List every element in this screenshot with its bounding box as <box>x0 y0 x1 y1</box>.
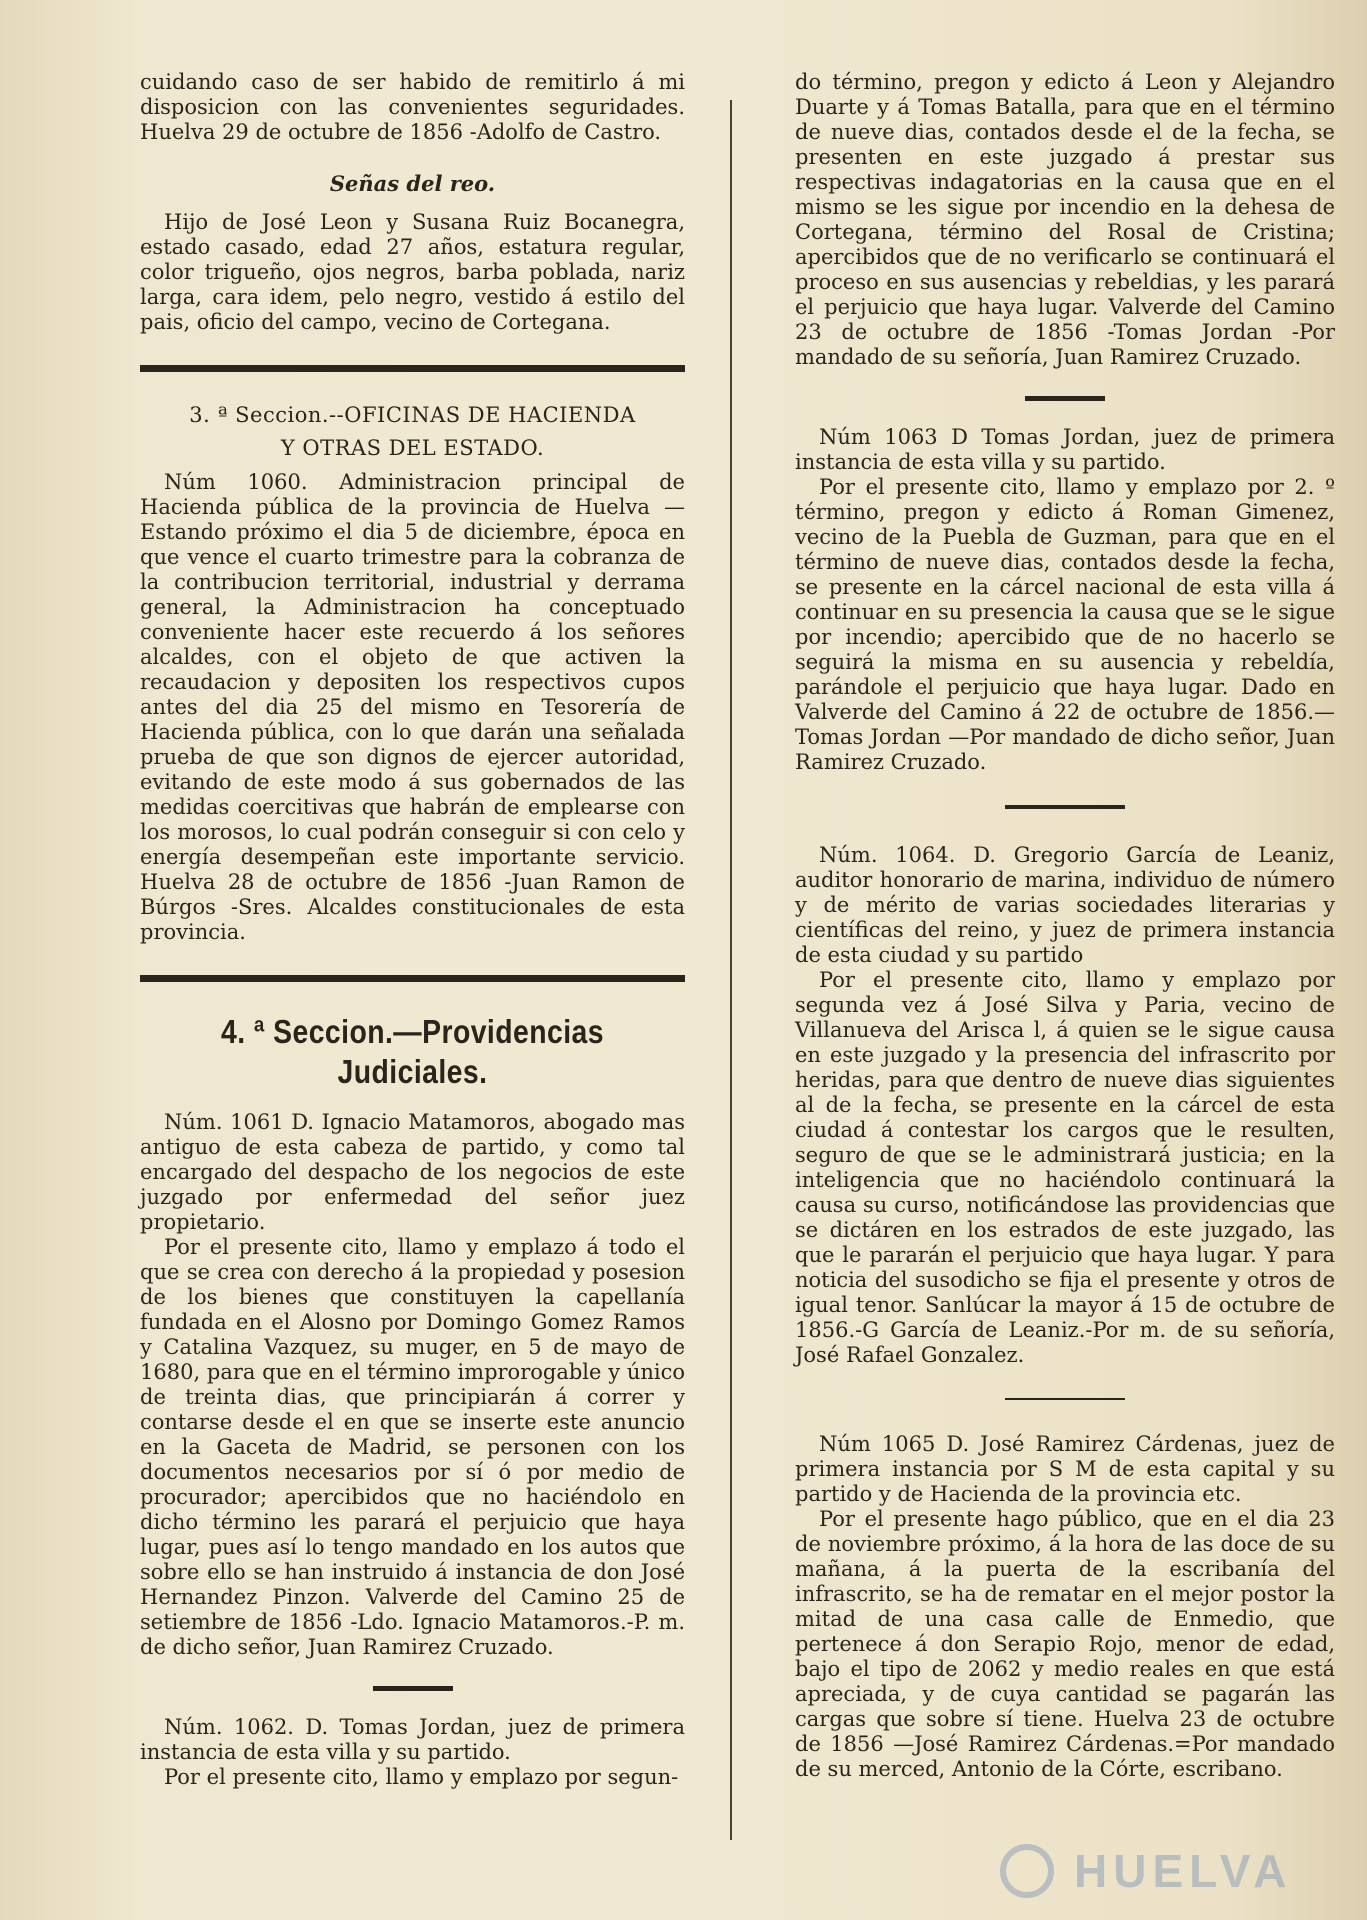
notice-1063-header: Núm 1063 D Tomas Jordan, juez de primera instancia de esta villa y su partido. <box>795 425 1335 474</box>
notice-1061-header: Núm. 1061 D. Ignacio Matamoros, abogado mas antiguo de esta cabeza de partido, y como tal encargado del despacho de los negocios de este juzgado por enfermedad del señor juez propietario. <box>140 1110 685 1234</box>
notice-1065-header: Núm 1065 D. José Ramirez Cárdenas, juez de primera instancia por S M de esta capital y su partido y de Hacienda de la provincia etc. <box>795 1432 1335 1506</box>
notice-1060: Núm 1060. Administracion principal de Hacienda pública de la provincia de Huelva —Estando próximo el dia 5 de diciembre, época en que vence el cuarto trimestre para la cobranza de la contribucion territorial, industrial y derrama general, la Administracion ha conceptuado conveniente hacer este recuerdo á los señores alcaldes, con el objeto de que activen la recaudacion y depositen los respectivos cupos antes del dia 25 del mismo en Tesorería de Hacienda pública, con lo que darán una señalada prueba de que son dignos de ejercer autoridad, evitando de este modo á sus gobernados de las medidas coercitivas que habrán de emplearse con los morosos, lo cual podrán conseguir si con celo y energía desempeñan este importante servicio. Huelva 28 de octubre de 1856 -Juan Ramon de Búrgos -Sres. Alcaldes constitucionales de esta provincia. <box>140 470 685 944</box>
notice-1062-header: Núm. 1062. D. Tomas Jordan, juez de primera instancia de esta villa y su partido. <box>140 1715 685 1764</box>
notice-1064-body: Por el presente cito, llamo y emplazo por segunda vez á José Silva y Paria, vecino de Villanueva del Arisca l, á quien se le sigue causa en este juzgado y la presencia del infrascrito por heridas, para que dentro de nueve dias siguientes al de la fecha, se presente en la cárcel de esta ciudad á contestar los cargos que le resulten, seguro de que se le administrará justicia; en la inteligencia que no haciéndolo continuará la causa su curso, notificándose las providencias que se dictáren en los estrados de este juzgado, las que le pararán el perjuicio que haya lugar. Y para noticia del susodicho se fija el presente y otros de igual tenor. Sanlúcar la mayor á 15 de octubre de 1856.-G García de Leaniz.-Por m. de su señoría, José Rafael Gonzalez. <box>795 968 1335 1367</box>
watermark-text: HUELVA <box>1074 1845 1293 1897</box>
section-4-title: 4. ª Seccion.—Providencias Judiciales. <box>221 1013 604 1090</box>
notice-divider <box>1005 1398 1125 1400</box>
paragraph-continuation: cuidando caso de ser habido de remitirlo á mi disposicion con las convenientes seguridades. Huelva 29 de octubre de 1856 -Adolfo de Castro. <box>140 70 685 144</box>
notice-1065-body: Por el presente hago público, que en el dia 23 de noviembre próximo, á la hora de las doce de su mañana, á la puerta de la escribanía del infrascrito, se ha de rematar en el mejor postor la mitad de una casa calle de Enmedio, que pertenece á don Serapio Rojo, menor de edad, bajo el tipo de 2062 y medio reales en que está apreciada, y de cuya cantidad se pagarán las cargas que sobre sí tiene. Huelva 23 de octubre de 1856 —José Ramirez Cárdenas.=Por mandado de su merced, Antonio de la Córte, escribano. <box>795 1507 1335 1781</box>
notice-1062-body: Por el presente cito, llamo y emplazo por segun- <box>164 1765 679 1789</box>
notice-1062-continuation: do término, pregon y edicto á Leon y Alejandro Duarte y á Tomas Batalla, para que en el término de nueve dias, contados desde el de la fecha, se presenten en este juzgado á prestar sus respectivas indagatorias en la causa que en el mismo se les sigue por incendio en la dehesa de Cortegana, término del Rosal de Cristina; apercibidos que de no verificarlo se continuará el proceso en sus ausencias y rebeldias, y les parará el perjuicio que haya lugar. Valverde del Camino 23 de octubre de 1856 -Tomas Jordan -Por mandado de su señoría, Juan Ramirez Cruzado. <box>795 70 1335 369</box>
notice-1064-header: Núm. 1064. D. Gregorio García de Leaniz, auditor honorario de marina, individuo de número y de mérito de varias sociedades literarias y científicas del reino, y juez de primera instancia de esta ciudad y su partido <box>795 843 1335 967</box>
watermark-logo-icon <box>1000 1844 1054 1898</box>
huelva-watermark <box>1000 1842 1320 1902</box>
notice-divider <box>1025 396 1105 401</box>
notice-divider <box>373 1686 453 1691</box>
notice-divider <box>1005 805 1125 809</box>
left-column <box>140 70 685 1790</box>
notice-1061-body: Por el presente cito, llamo y emplazo á todo el que se crea con derecho á la propiedad y posesion de los bienes que constituyen la capellanía fundada en el Alosno por Domingo Gomez Ramos y Catalina Vazquez, su muger, en 5 de mayo de 1680, para que en el término improrogable y único de treinta dias, que principiarán á correr y contarse desde el en que se inserte este anuncio en la Gaceta de Madrid, se personen con los documentos necesarios por sí ó por medio de procurador; apercibidos que no haciéndolo en dicho término les parará el perjuicio que haya lugar, pues así lo tengo mandado en los autos que sobre ello se han instruido á instancia de don José Hernandez Pinzon. Valverde del Camino 25 de setiembre de 1856 -Ldo. Ignacio Matamoros.-P. m. de dicho señor, Juan Ramirez Cruzado. <box>140 1235 685 1659</box>
column-rule <box>730 100 732 1840</box>
section-divider <box>140 975 685 982</box>
right-column <box>795 70 1335 1782</box>
section-3-title-line-2: Y OTRAS DEL ESTADO. <box>280 436 545 460</box>
notice-1063-body: Por el presente cito, llamo y emplazo por 2. º término, pregon y edicto á Roman Gimenez, vecino de la Puebla de Guzman, para que en el término de nueve dias, contados desde la fecha, se presente en la cárcel nacional de esta villa á continuar en su presencia la causa que se le sigue por incendio; apercibido que de no hacerlo se seguirá la misma en su ausencia y rebeldía, parándole el perjuicio que haya lugar. Dado en Valverde del Camino á 22 de octubre de 1856.— Tomas Jordan —Por mandado de dicho señor, Juan Ramirez Cruzado. <box>795 475 1335 774</box>
signs-description: Hijo de José Leon y Susana Ruiz Bocanegra, estado casado, edad 27 años, estatura regular, color trigueño, ojos negros, barba poblada, nariz larga, cara idem, pelo negro, vestido á estilo del pais, oficio del campo, vecino de Cortegana. <box>140 210 685 334</box>
spacer <box>140 462 685 470</box>
signs-heading: Señas del reo. <box>329 171 496 196</box>
section-divider <box>140 365 685 372</box>
section-3-title-line-1: 3. ª Seccion.--OFICINAS DE HACIENDA <box>189 403 636 427</box>
